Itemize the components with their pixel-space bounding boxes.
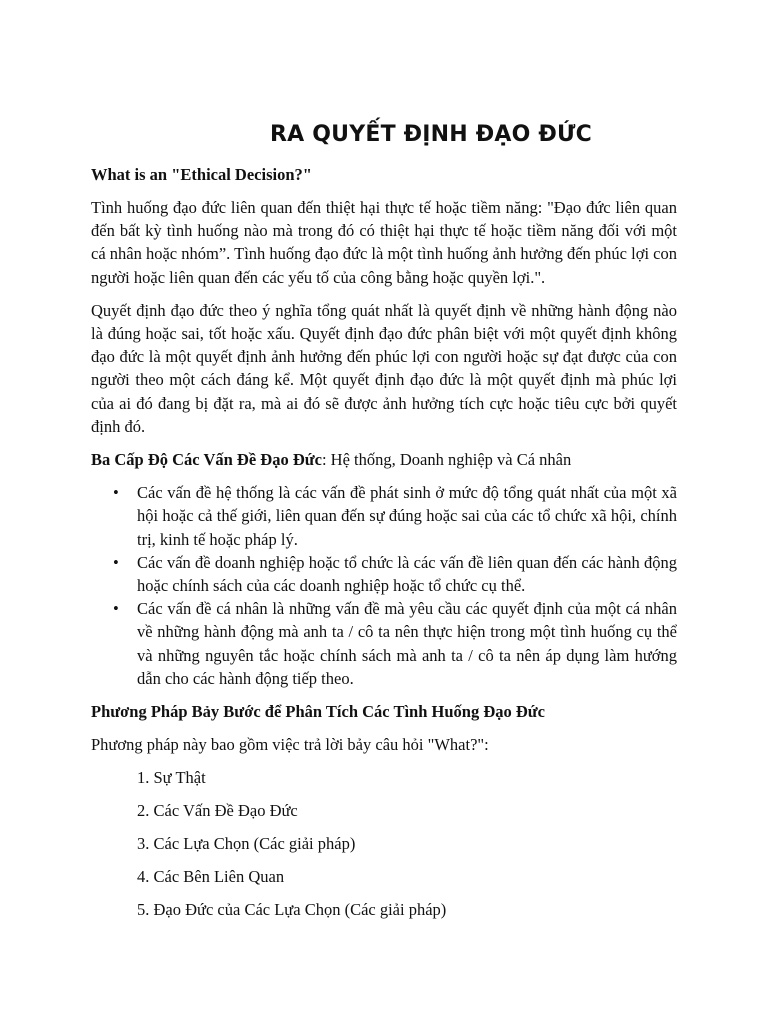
ethical-levels-list [91, 481, 677, 690]
bullet-icon: • [113, 483, 119, 503]
step-item-ethics-of-alternatives: 5. Đạo Đức của Các Lựa Chọn (Các giải pháp) [137, 900, 447, 920]
step-item-stakeholders: 4. Các Bên Liên Quan [137, 867, 285, 887]
list-item-systemic [91, 481, 677, 551]
paragraph-ethical-situation: Tình huống đạo đức liên quan đến thiệt hại thực tế hoặc tiềm năng: "Đạo đức liên quan đến bất kỳ tình huống nào mà trong đó có thiệt hại thực tế hoặc tiềm năng đối với một cá nhân hoặc nhóm”. Tình huống đạo đức là một tình huống ảnh hưởng đến phúc lợi con người hoặc liên quan đến các yếu tố của công bằng hoặc quyền lợi.". [91, 198, 677, 287]
bullet-icon: • [113, 599, 119, 619]
list-item-corporate [91, 551, 677, 597]
list-item-individual [91, 597, 677, 690]
paragraph-ethical-decision: Quyết định đạo đức theo ý nghĩa tổng quát nhất là quyết định về những hành động nào là đúng hoặc sai, tốt hoặc xấu. Quyết định đạo đức phân biệt với một quyết định không đạo đức là một quyết định ảnh hưởng đến phúc lợi con người hoặc sự đạt được của con người theo một cách đáng kể. Một quyết định đạo đức là một quyết định mà phúc lợi của ai đó đang bị đặt ra, mà ai đó sẽ được ảnh hưởng tích cực hoặc tiêu cực bởi quyết định đó. [91, 300, 677, 436]
section-heading-three-levels [91, 448, 677, 471]
list-item-text: Các vấn đề doanh nghiệp hoặc tổ chức là các vấn đề liên quan đến các hành động hoặc chính sách của các doanh nghiệp hoặc tổ chức cụ thể. [137, 552, 677, 596]
list-item-text: Các vấn đề hệ thống là các vấn đề phát sinh ở mức độ tổng quát nhất của một xã hội hoặc cả thế giới, liên quan đến sự đúng hoặc sai của các tổ chức xã hội, chính trị, kinh tế hoặc pháp lý. [137, 483, 677, 549]
step-item-ethical-issues: 2. Các Vấn Đề Đạo Đức [137, 801, 298, 821]
step-item-alternatives: 3. Các Lựa Chọn (Các giải pháp) [137, 834, 356, 854]
section-heading-seven-step-method: Phương Pháp Bảy Bước để Phân Tích Các Tình Huống Đạo Đức [91, 702, 545, 722]
list-item-text: Các vấn đề cá nhân là những vấn đề mà yêu cầu các quyết định của một cá nhân về những hành động mà anh ta / cô ta nên thực hiện trong một tình huống cụ thể và những nguyên tắc hoặc chính sách mà anh ta / cô ta nên áp dụng làm hướng dẫn cho các hành động tiếp theo. [137, 599, 677, 688]
step-item-facts: 1. Sự Thật [137, 768, 206, 788]
seven-steps-list [91, 766, 677, 921]
bullet-icon: • [113, 552, 119, 572]
three-levels-heading-rest: : Hệ thống, Doanh nghiệp và Cá nhân [321, 450, 572, 470]
three-levels-heading-bold: Ba Cấp Độ Các Vấn Đề Đạo Đức [91, 450, 322, 470]
paragraph-method-intro: Phương pháp này bao gồm việc trả lời bảy câu hỏi "What?": [91, 735, 489, 755]
section-heading-ethical-decision: What is an "Ethical Decision?" [91, 165, 312, 184]
document-title: RA QUYẾT ĐỊNH ĐẠO ĐỨC [270, 122, 592, 147]
